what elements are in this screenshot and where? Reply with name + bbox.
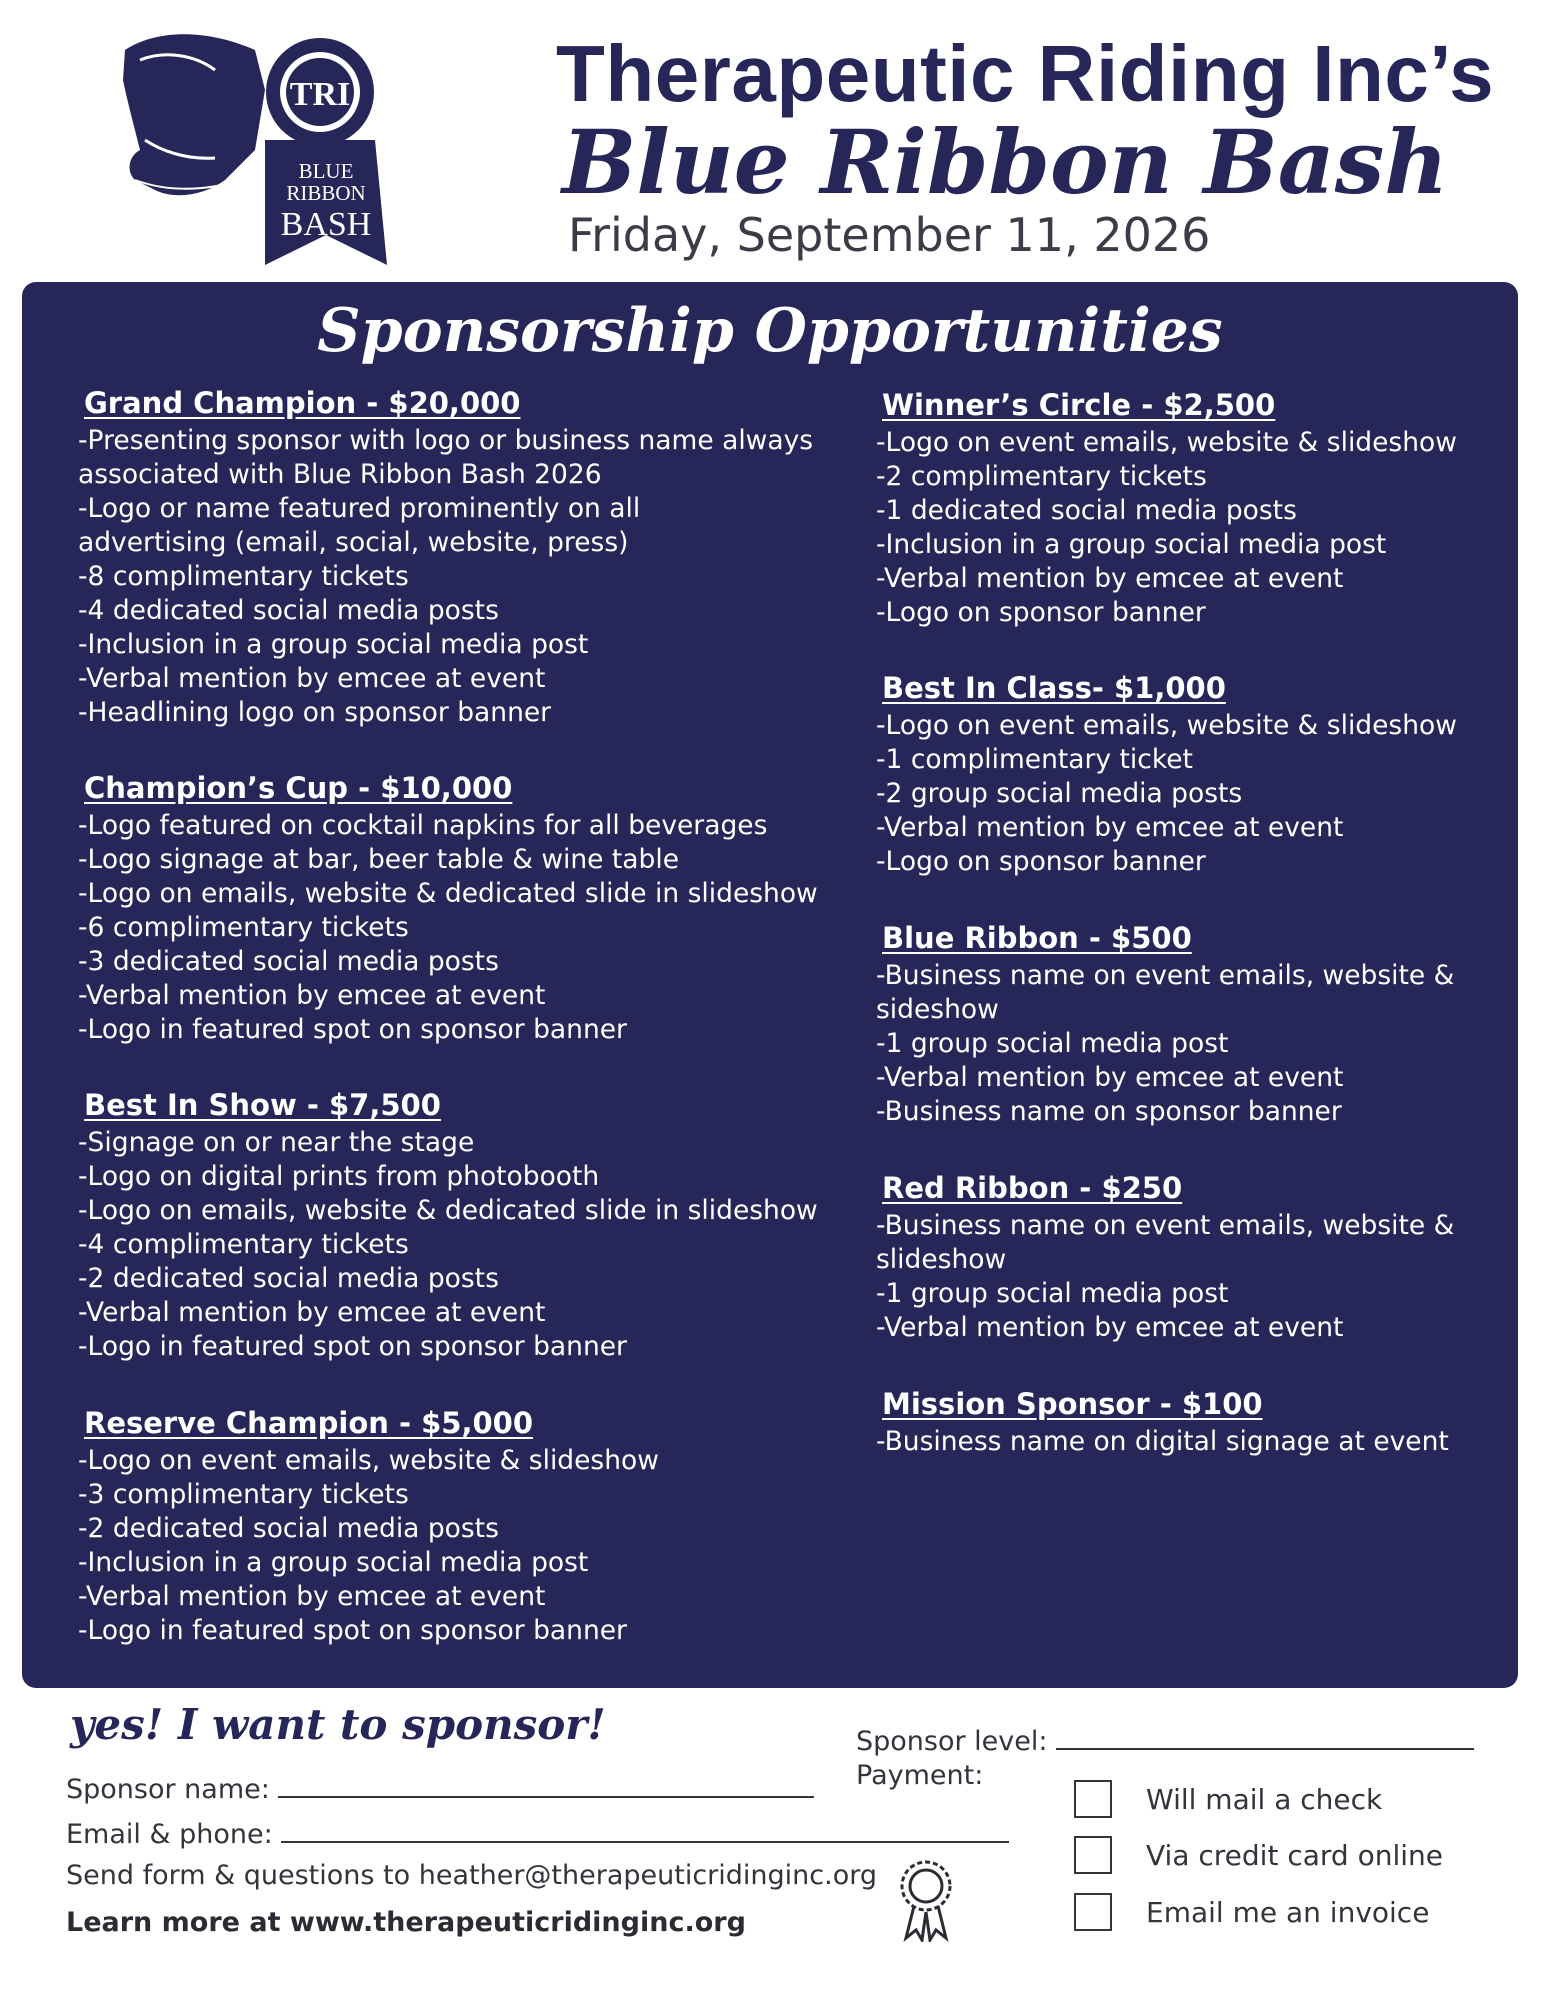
tier-benefit: associated with Blue Ribbon Bash 2026 <box>78 459 602 490</box>
tier-benefit: -Logo on sponsor banner <box>876 846 1206 877</box>
tier-benefit: -Logo on event emails, website & slideshow <box>78 1445 659 1476</box>
tier-benefit: -Business name on event emails, website & <box>876 960 1455 991</box>
tier-grand-champion <box>78 386 818 730</box>
tier-benefit: -1 complimentary ticket <box>876 744 1193 775</box>
tier-benefit: -Inclusion in a group social media post <box>876 529 1387 560</box>
tier-benefit: -2 group social media posts <box>876 778 1243 809</box>
tier-benefit: -Logo on emails, website & dedicated slide in slideshow <box>78 1195 818 1226</box>
logo-ribbon-line3: BASH <box>280 206 372 243</box>
tier-title: Blue Ribbon - $500 <box>882 921 1192 955</box>
tier-title: Winner’s Circle - $2,500 <box>882 388 1276 422</box>
tri-logo <box>115 30 395 275</box>
tier-benefit: -Logo on emails, website & dedicated slide in slideshow <box>78 878 818 909</box>
payment-option-check <box>1074 1780 1382 1818</box>
tier-title: Best In Class- $1,000 <box>882 671 1226 705</box>
tier-title: Reserve Champion - $5,000 <box>84 1406 534 1440</box>
payment-label: Payment: <box>856 1760 984 1791</box>
invoice-label: Email me an invoice <box>1146 1895 1430 1929</box>
tier-benefit: -Business name on sponsor banner <box>876 1096 1342 1127</box>
tier-reserve-champion <box>78 1406 818 1648</box>
sponsor-name-row <box>66 1770 814 1805</box>
logo-badge-text: TRI <box>289 76 351 113</box>
event-date: Friday, September 11, 2026 <box>568 208 1211 262</box>
tier-benefit: -Logo or name featured prominently on all <box>78 493 641 524</box>
sponsor-name-field[interactable] <box>278 1770 814 1798</box>
tier-title: Best In Show - $7,500 <box>84 1088 441 1122</box>
tier-benefit: -Logo featured on cocktail napkins for all beverages <box>78 810 768 841</box>
tier-benefit: -1 group social media post <box>876 1278 1229 1309</box>
event-name: Blue Ribbon Bash <box>562 110 1449 214</box>
tier-benefit: -Verbal mention by emcee at event <box>876 1062 1344 1093</box>
sponsorship-panel <box>22 282 1518 1688</box>
tier-red-ribbon <box>876 1171 1476 1345</box>
form-heading: yes! I want to sponsor! <box>70 1700 606 1749</box>
tier-benefit: -2 dedicated social media posts <box>78 1513 499 1544</box>
tier-benefit: -Logo signage at bar, beer table & wine table <box>78 844 680 875</box>
mail-check-label: Will mail a check <box>1146 1782 1383 1816</box>
tier-benefit: -2 dedicated social media posts <box>78 1263 499 1294</box>
learn-more-link[interactable]: Learn more at www.therapeuticridinginc.org <box>66 1907 746 1938</box>
tier-benefit: -3 complimentary tickets <box>78 1479 409 1510</box>
tier-benefit: -8 complimentary tickets <box>78 561 409 592</box>
tier-blue-ribbon <box>876 921 1476 1129</box>
tier-benefit: -4 dedicated social media posts <box>78 595 499 626</box>
tier-benefit: -Presenting sponsor with logo or business name always <box>78 425 814 456</box>
tier-benefit: -Logo on sponsor banner <box>876 597 1206 628</box>
tier-title: Grand Champion - $20,000 <box>84 386 521 420</box>
tier-benefit: -Inclusion in a group social media post <box>78 1547 589 1578</box>
tier-benefit: -Verbal mention by emcee at event <box>876 812 1344 843</box>
tier-benefit: advertising (email, social, website, press) <box>78 527 629 558</box>
tier-benefit: -2 complimentary tickets <box>876 461 1207 492</box>
email-phone-field[interactable] <box>281 1815 1009 1843</box>
tier-benefit: -3 dedicated social media posts <box>78 946 499 977</box>
tier-benefit: -Signage on or near the stage <box>78 1127 475 1158</box>
tier-benefit: -Verbal mention by emcee at event <box>78 1581 546 1612</box>
credit-card-label: Via credit card online <box>1146 1838 1443 1872</box>
send-form-text: Send form & questions to heather@therapeuticridinginc.org <box>66 1860 877 1891</box>
page-title: Therapeutic Riding Inc’s <box>556 29 1495 118</box>
rosette-badge <box>266 38 374 146</box>
sponsor-level-field[interactable] <box>1056 1722 1474 1750</box>
tier-benefit: -Inclusion in a group social media post <box>78 629 589 660</box>
sponsor-level-label: Sponsor level: <box>856 1726 1048 1757</box>
tier-benefit: -1 dedicated social media posts <box>876 495 1297 526</box>
payment-option-invoice <box>1074 1893 1429 1931</box>
invoice-checkbox[interactable] <box>1074 1893 1112 1931</box>
sponsor-level-row <box>856 1722 1474 1757</box>
tier-mission-sponsor <box>876 1387 1476 1459</box>
tier-benefit: slideshow <box>876 1244 1007 1275</box>
tier-benefit: -Business name on event emails, website & <box>876 1210 1455 1241</box>
tier-champions-cup <box>78 771 818 1047</box>
tier-benefit: -Logo on event emails, website & slideshow <box>876 710 1457 741</box>
tier-benefit: sideshow <box>876 994 999 1025</box>
tier-winners-circle <box>876 388 1476 630</box>
tier-benefit: -Verbal mention by emcee at event <box>78 980 546 1011</box>
award-ribbon-icon <box>894 1856 958 1942</box>
tier-benefit: -Logo in featured spot on sponsor banner <box>78 1014 627 1045</box>
mail-check-checkbox[interactable] <box>1074 1780 1112 1818</box>
tier-benefit: -Verbal mention by emcee at event <box>876 1312 1344 1343</box>
logo-ribbon-line2: RIBBON <box>286 181 366 205</box>
email-phone-label: Email & phone: <box>66 1819 273 1850</box>
tier-benefit: -Headlining logo on sponsor banner <box>78 697 552 728</box>
tier-benefit: -Verbal mention by emcee at event <box>78 663 546 694</box>
credit-card-checkbox[interactable] <box>1074 1836 1112 1874</box>
tier-benefit: -Verbal mention by emcee at event <box>876 563 1344 594</box>
tier-benefit: -4 complimentary tickets <box>78 1229 409 1260</box>
tier-benefit: -Logo in featured spot on sponsor banner <box>78 1331 627 1362</box>
panel-heading: Sponsorship Opportunities <box>317 296 1223 366</box>
tier-benefit: -Logo on event emails, website & slideshow <box>876 427 1457 458</box>
tier-title: Red Ribbon - $250 <box>882 1171 1183 1205</box>
payment-option-card <box>1074 1836 1443 1874</box>
tier-benefit: -Logo on digital prints from photobooth <box>78 1161 600 1192</box>
tier-best-in-show <box>78 1088 818 1364</box>
tier-benefit: -1 group social media post <box>876 1028 1229 1059</box>
logo-ribbon-line1: BLUE <box>298 159 354 183</box>
tier-title: Champion’s Cup - $10,000 <box>84 771 513 805</box>
tier-benefit: -6 complimentary tickets <box>78 912 409 943</box>
tier-benefit: -Verbal mention by emcee at event <box>78 1297 546 1328</box>
email-phone-row <box>66 1815 1009 1850</box>
tier-benefit: -Business name on digital signage at event <box>876 1426 1449 1457</box>
tier-benefit: -Logo in featured spot on sponsor banner <box>78 1615 627 1646</box>
sponsor-name-label: Sponsor name: <box>66 1774 270 1805</box>
tier-title: Mission Sponsor - $100 <box>882 1387 1263 1421</box>
tier-best-in-class <box>876 671 1476 879</box>
